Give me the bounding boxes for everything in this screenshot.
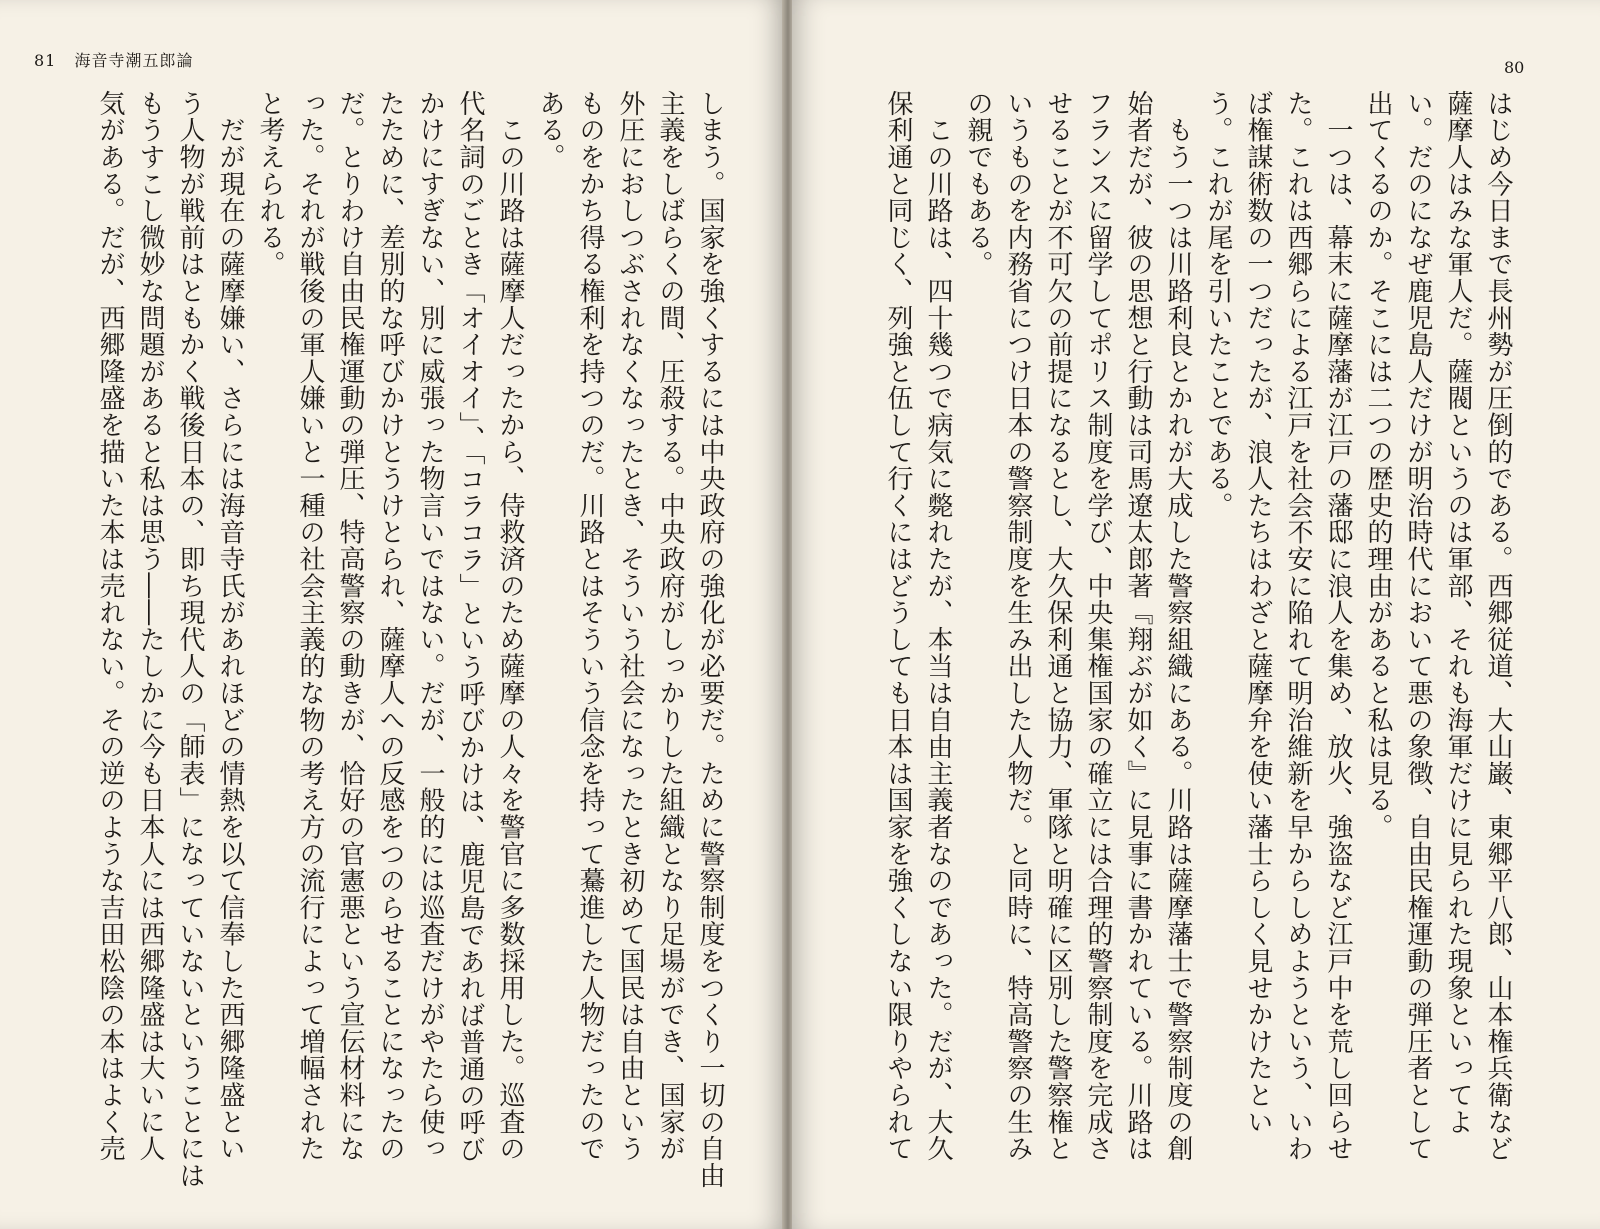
text-line: 始者だが、彼の思想と行動は司馬遼太郎著『翔ぶが如く』に見事に書かれている。川路は [1123,90,1153,1162]
text-line: った。それが戦後の軍人嫌いと一種の社会主義的な物の考え方の流行によって増幅された [295,90,325,1162]
text-line: う。これが尾を引いたことである。 [1203,90,1233,519]
text-line: かけにすぎない、別に威張った物言いではない。だが、一般的には巡査だけがやたら使っ [415,90,445,1162]
text-line: もう一つは川路利良とかれが大成した警察組織にある。川路は薩摩藩士で警察制度の創 [1163,90,1193,1162]
text-line: た。これは西郷らによる江戸を社会不安に陥れて明治維新を早からしめようという、いわ [1283,90,1313,1162]
text-line: い。だのになぜ鹿児島人だけが明治時代において悪の象徴、自由民権運動の弾圧者として [1403,90,1433,1162]
text-line: 一つは、幕末に薩摩藩が江戸の藩邸に浪人を集め、放火、強盗など江戸中を荒し回らせ [1323,90,1353,1162]
text-line: だが現在の薩摩嫌い、さらには海音寺氏があれほどの情熱を以て信奉した西郷隆盛とい [215,90,245,1162]
right-page-body-text [858,90,1518,1162]
left-page [0,0,784,1229]
text-line: ある。 [535,90,565,171]
text-line: の親でもある。 [963,90,993,278]
text-line: せることが不可欠の前提になるとし、大久保利通と協力、軍隊と明確に区別した警察権と [1043,90,1073,1162]
text-line: はじめ今日まで長州勢が圧倒的である。西郷従道、大山巌、東郷平八郎、山本権兵衛など [1483,90,1513,1162]
text-line: もうすこし微妙な問題があると私は思う――たしかに今も日本人には西郷隆盛は大いに人 [135,90,165,1162]
text-line: ば権謀術数の一つだったが、浪人たちはわざと薩摩弁を使い藩士らしく見せかけたとい [1243,90,1273,1136]
text-line: 保利通と同じく、列強と伍して行くにはどうしても日本は国家を強くしない限りやられて [883,90,913,1162]
text-line: 出てくるのか。そこには二つの歴史的理由があると私は見る。 [1363,90,1393,841]
running-title: 海音寺潮五郎論 [74,51,194,70]
text-line: 代名詞のごとき「オイオイ」、「コラコラ」という呼びかけは、鹿児島であれば普通の呼び [455,90,485,1163]
text-line: たために、差別的な呼びかけとうけとられ、薩摩人への反感をつのらせることになったの [375,90,405,1162]
text-line: 薩摩人はみな軍人だ。薩閥というのは軍部、それも海軍だけに見られた現象といってよ [1443,90,1473,1136]
text-line: この川路は、四十幾つで病気に斃れたが、本当は自由主義者なのであった。だが、大久 [923,90,953,1162]
text-line: と考えられる。 [255,90,285,278]
text-line: いうものを内務省につけ日本の警察制度を生み出した人物だ。と同時に、特高警察の生み [1003,90,1033,1162]
text-line: 主義をしばらくの間、圧殺する。中央政府がしっかりした組織となり足場ができ、国家が [655,90,685,1162]
left-page-number: 81 [34,51,57,70]
text-line: フランスに留学してポリス制度を学び、中央集権国家の確立には合理的警察制度を完成さ [1083,90,1113,1162]
text-line: う人物が戦前はともかく戦後日本の、即ち現代人の「師表」になっていないということには [175,90,205,1189]
text-line: しまう。国家を強くするには中央政府の強化が必要だ。ために警察制度をつくり一切の自由 [695,90,725,1189]
left-page-body-text [40,90,730,1189]
left-page-header [34,48,193,71]
text-line: だ。とりわけ自由民権運動の弾圧、特高警察の動きが、恰好の官憲悪という宣伝材料にな [335,90,365,1162]
text-line: 外圧におしつぶされなくなったとき、そういう社会になったとき初めて国民は自由という [615,90,645,1162]
text-line: ものをかち得る権利を持つのだ。川路とはそういう信念を持って驀進した人物だったので [575,90,605,1162]
text-line: この川路は薩摩人だったから、侍救済のため薩摩の人々を警官に多数採用した。巡査の [495,90,525,1162]
right-page-number: 80 [1504,58,1525,77]
text-line: 気がある。だが、西郷隆盛を描いた本は売れない。その逆のような吉田松陰の本はよく売 [95,90,125,1162]
